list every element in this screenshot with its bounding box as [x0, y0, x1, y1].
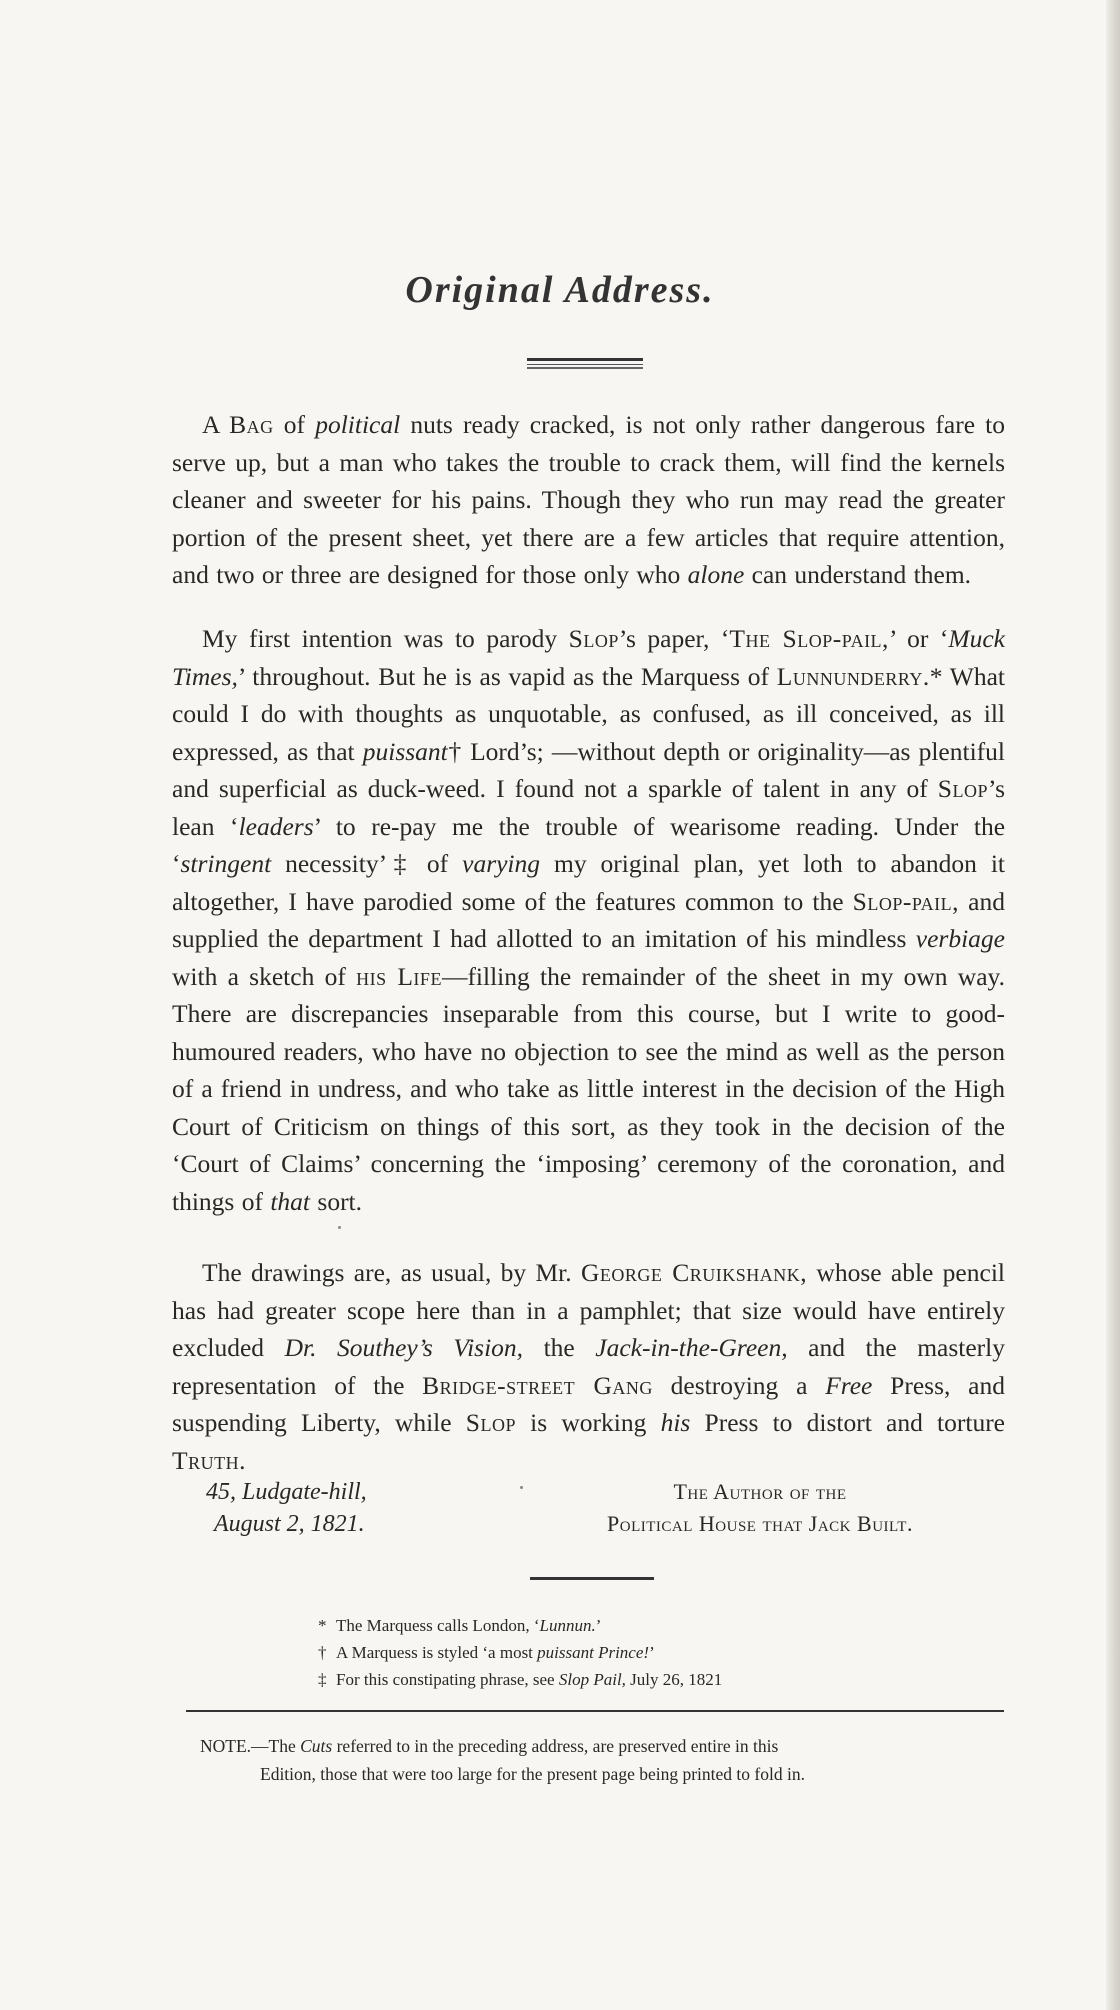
- text-run: The Marquess calls London, ‘: [336, 1616, 540, 1635]
- paragraph-2: [172, 620, 1005, 1220]
- italic-text: political: [315, 410, 401, 439]
- small-caps-text: Lunnunderry.: [776, 661, 930, 691]
- italic-text: Lunnun.: [539, 1616, 596, 1635]
- italic-text: that: [270, 1186, 311, 1216]
- text-run: and the masterly representation of the: [172, 1333, 1005, 1400]
- text-run: is working: [515, 1408, 661, 1437]
- italic-text: puissant: [362, 736, 448, 766]
- footnote: * The Marquess calls London, ‘Lunnun.’: [318, 1616, 602, 1635]
- small-caps-text: Bridge-street Gang: [422, 1370, 653, 1400]
- text-run: the: [523, 1333, 596, 1362]
- text-run: sort.: [310, 1186, 363, 1216]
- text-run: A Marquess is styled ‘a most: [336, 1643, 538, 1662]
- text-run: A: [202, 410, 230, 439]
- text-run: necessity’‡ of: [271, 849, 463, 878]
- text-run: ’: [649, 1643, 655, 1662]
- italic-text: Dr. Southey’s Vision,: [284, 1333, 524, 1362]
- italic-text: alone: [687, 560, 745, 589]
- text-run: and supplied the department I had allotted to an imitation of his mindless: [172, 886, 1005, 953]
- author-line-1: The Author of the: [673, 1479, 847, 1504]
- italic-text: Muck Times,: [172, 624, 1005, 691]
- italic-text: puissant Prince!: [537, 1643, 650, 1662]
- date-line: August 2, 1821.: [214, 1511, 365, 1537]
- text-run: whose able pencil has had greater scope here than in a pamphlet; that size would have entirely excluded: [172, 1258, 1005, 1362]
- small-caps-text: The Slop-pail,: [729, 624, 889, 653]
- text-run: with a sketch of: [172, 961, 357, 991]
- divider-rule: [530, 1577, 654, 1580]
- italic-text: Free: [825, 1370, 873, 1400]
- paragraph-3: [172, 1254, 1005, 1479]
- italic-text: Slop Pail,: [558, 1670, 626, 1689]
- small-caps-text: Truth.: [172, 1445, 246, 1475]
- small-caps-text: Bag: [229, 410, 274, 439]
- text-run: ’s lean ‘: [172, 774, 1005, 841]
- small-caps-text: Slop: [937, 774, 988, 803]
- author-line-2: Political House that Jack Built.: [607, 1511, 913, 1536]
- text-run: NOTE.—The: [200, 1736, 301, 1756]
- text-run: —filling the remainder of the sheet in my own way. There are discrepancies inseparable from this course, but I write to good-humoured readers, who have no objection to see the mind as well as the person of a friend in undress, and who take as little interest in the decision of the High Court of Criticism on things of this sort, as they took in the decision of the ‘Court of Claims’ concerning the ‘imposing’ ceremony of the coronation, and things of: [172, 961, 1005, 1216]
- text-run: nuts ready cracked, is not only rather dangerous fare to serve up, but a man who takes the trouble to crack them, will find the kernels cleaner and sweeter for his pains. Though they who run may read the greater portion of the present sheet, yet there are a few articles that require attention, and two or three are designed for those only who: [172, 410, 1005, 589]
- text-run: ’ or ‘: [888, 624, 949, 653]
- title-ornament-rule: [527, 358, 643, 368]
- italic-text: leaders: [238, 811, 314, 841]
- text-run: Press to distort and torture: [690, 1408, 1006, 1437]
- text-run: For this constipating phrase, see: [336, 1670, 559, 1689]
- small-caps-text: George Cruikshank,: [580, 1258, 808, 1287]
- small-caps-text: Slop: [568, 624, 619, 653]
- text-run: ’ to re-pay me the trouble of wearisome reading. Under the ‘: [172, 811, 1006, 878]
- text-run: ’: [595, 1616, 602, 1635]
- address-line: 45, Ludgate-hill,: [206, 1479, 367, 1505]
- text-run: ’s paper, ‘: [618, 624, 730, 653]
- dateline: [206, 1476, 466, 1540]
- text-run: of: [273, 410, 316, 439]
- footnotes: [318, 1612, 918, 1693]
- footnote-rule: [186, 1710, 1004, 1712]
- text-run: July 26, 1821: [625, 1670, 723, 1689]
- small-caps-text: Slop: [465, 1408, 516, 1437]
- small-caps-text: Slop-pail,: [852, 886, 960, 916]
- text-run: can understand them.: [744, 560, 972, 589]
- edition-note-line-2: Edition, those that were too large for the present page being printed to fold in.: [260, 1764, 805, 1784]
- italic-text: Cuts: [300, 1736, 333, 1756]
- text-run: † Lord’s; —without depth or originality—as plentiful and superficial as duck-weed. I found not a sparkle of talent in any of: [172, 736, 1005, 803]
- italic-text: varying: [462, 849, 541, 878]
- text-run: ’ throughout. But he is as vapid as the Marquess of: [237, 661, 777, 691]
- text-run: my original plan, yet loth to abandon it altogether, I have parodied some of the features common to the: [172, 849, 1005, 916]
- small-caps-text: his Life: [356, 961, 442, 991]
- page-title: Original Address.: [405, 269, 715, 311]
- footnote: ‡ For this constipating phrase, see Slop Pail, July 26, 1821: [318, 1670, 723, 1689]
- edition-note: [200, 1732, 1010, 1788]
- italic-text: his: [660, 1408, 691, 1437]
- text-run: destroying a: [652, 1370, 826, 1400]
- author-signature: [520, 1476, 1000, 1540]
- text-run: The drawings are, as usual, by Mr.: [202, 1258, 581, 1287]
- text-run: * What could I do with thoughts as unquotable, as confused, as ill conceived, as ill expressed, as that: [172, 661, 1006, 766]
- ink-speck: [338, 1226, 341, 1229]
- text-run: My first intention was to parody: [202, 624, 569, 653]
- text-run: referred to in the preceding address, are preserved entire in this: [332, 1736, 779, 1756]
- italic-text: stringent: [180, 849, 272, 878]
- footnote: † A Marquess is styled ‘a most puissant Prince!’: [318, 1643, 655, 1662]
- italic-text: verbiage: [915, 924, 1005, 953]
- italic-text: Jack-in-the-Green,: [595, 1333, 788, 1362]
- text-run: Press, and suspending Liberty, while: [172, 1370, 1005, 1437]
- paragraph-1: [172, 406, 1005, 594]
